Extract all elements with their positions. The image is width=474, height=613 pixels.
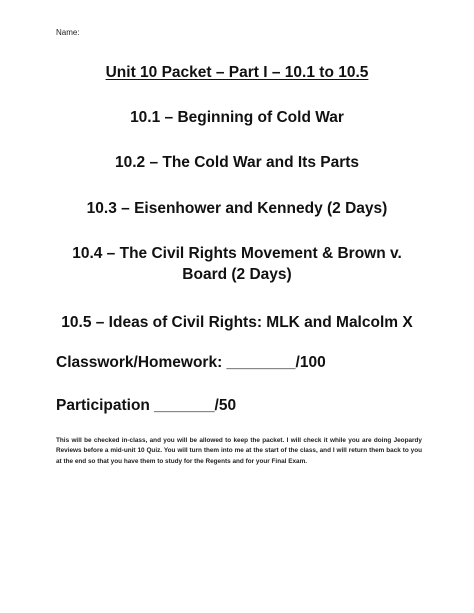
instructions-note: This will be checked in-class, and you will be allowed to keep the packet. I will check it while you are doing Jeopardy Reviews before a mid-unit 10 Quiz. You will turn them into me at the start of the class, and I will return them back to you at the end so that you have them to study for the Regents and for your Final Exam. xyxy=(56,437,422,465)
participation-score-line: Participation _______/50 xyxy=(56,397,237,414)
section-item-10-2: 10.2 – The Cold War and Its Parts xyxy=(114,154,360,171)
section-item-10-5: 10.5 – Ideas of Civil Rights: MLK and Malcolm X xyxy=(61,314,413,331)
section-item-10-3: 10.3 – Eisenhower and Kennedy (2 Days) xyxy=(86,200,388,217)
classwork-score-line: Classwork/Homework: ________/100 xyxy=(56,354,326,371)
section-item-10-4: 10.4 – The Civil Rights Movement & Brown v. Board (2 Days) xyxy=(72,245,402,283)
name-label: Name: xyxy=(56,28,80,37)
section-item-10-1: 10.1 – Beginning of Cold War xyxy=(130,109,344,126)
packet-title: Unit 10 Packet – Part I – 10.1 to 10.5 xyxy=(105,64,369,81)
